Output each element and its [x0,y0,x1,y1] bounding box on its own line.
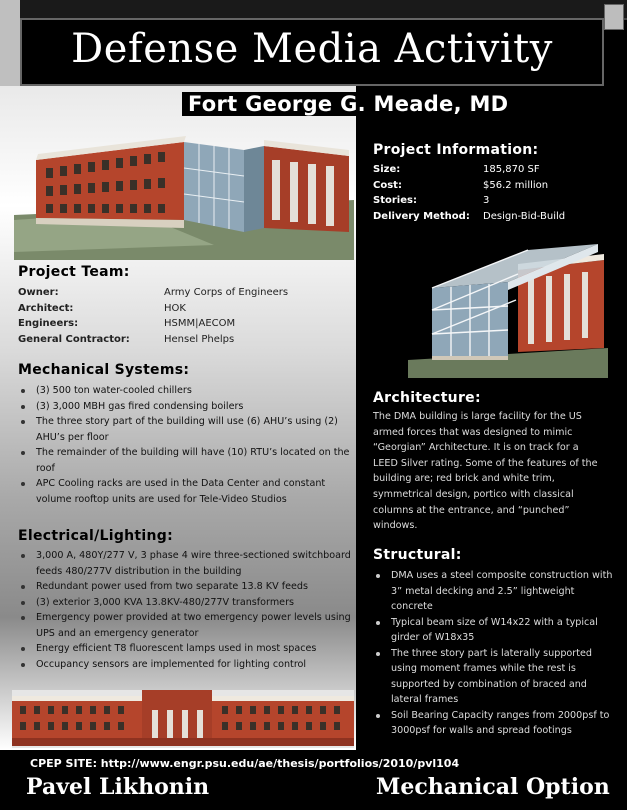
list-item: (3) 500 ton water-cooled chillers [18,383,352,399]
author-name: Pavel Likhonin [26,774,210,800]
team-label: Architect: [18,302,74,314]
option-label: Mechanical Option [376,774,610,800]
list-item: The remainder of the building will have (10) RTU’s located on the roof [18,445,352,476]
team-label: Owner: [18,287,59,298]
list-item: Occupancy sensors are implemented for lighting control [18,657,352,673]
list-item: Typical beam size of W14x22 with a typical girder of W18x35 [373,615,613,646]
building-rendering-corner [408,230,608,378]
list-item: Redundant power used from two separate 13.8 KV feeds [18,579,352,595]
mechanical-heading: Mechanical Systems: [18,362,190,378]
list-item: (3) exterior 3,000 KVA 13.8KV-480/277V transformers [18,595,352,611]
team-label: General Contractor: [18,333,130,345]
poster-subtitle: Fort George G. Meade, MD [182,92,514,116]
mechanical-list [18,383,352,507]
cpep-site-link[interactable]: CPEP SITE: http://www.engr.psu.edu/ae/thesis/portfolios/2010/pvl104 [30,757,460,770]
info-value: $56.2 million [483,179,549,191]
info-label: Stories: [373,195,417,206]
info-label: Cost: [373,179,402,191]
architecture-heading: Architecture: [373,390,481,406]
electrical-heading: Electrical/Lighting: [18,528,173,544]
team-value: Hensel Phelps [164,333,235,345]
title-bar [20,18,604,86]
list-item: Soil Bearing Capacity ranges from 2000psf to 3000psf for walls and spread footings [373,708,613,739]
list-item: Energy efficient T8 fluorescent lamps used in most spaces [18,641,352,657]
info-value: 185,870 SF [483,164,540,175]
top-strip [0,0,627,20]
team-value: Army Corps of Engineers [164,287,289,298]
building-rendering-elevation [12,690,354,748]
info-label: Delivery Method: [373,210,470,222]
building-rendering-front [14,120,354,260]
corner-box-left [0,0,20,86]
team-value: HOK [164,302,186,314]
info-value: Design-Bid-Build [483,210,566,222]
poster-title: Defense Media Activity [71,26,553,72]
project-info-heading: Project Information: [373,142,539,158]
list-item: Emergency power provided at two emergency power levels using UPS and an emergency generator [18,610,352,641]
structural-list [373,568,613,739]
list-item: DMA uses a steel composite construction with 3” metal decking and 2.5” lightweight concrete [373,568,613,615]
list-item: (3) 3,000 MBH gas fired condensing boilers [18,399,352,415]
structural-heading: Structural: [373,547,462,563]
team-label: Engineers: [18,318,79,329]
list-item: The three story part of the building will use (6) AHU’s using (2) AHU’s per floor [18,414,352,445]
corner-box-right [604,4,624,30]
architecture-text: The DMA building is large facility for the US armed forces that was designed to mimic “Georgian” Architecture. It is on track for a LEED Silver rating. Some of the features of the building are; red brick and white trim, symmetrical design, portico with classical columns at the entrance, and “punched” windows. [373,411,598,532]
list-item: 3,000 A, 480Y/277 V, 3 phase 4 wire three-sectioned switchboard feeds 480/277V distribution in the building [18,548,352,579]
list-item: The three story part is laterally supported using moment frames while the rest is supported by combination of braced and lateral frames [373,646,613,708]
info-value: 3 [483,195,490,206]
electrical-list [18,548,352,672]
project-team-heading: Project Team: [18,264,130,280]
team-value: HSMM|AECOM [164,318,236,329]
list-item: APC Cooling racks are used in the Data Center and constant volume rooftop units are used for Tele-Video Studios [18,476,352,507]
info-label: Size: [373,164,401,175]
